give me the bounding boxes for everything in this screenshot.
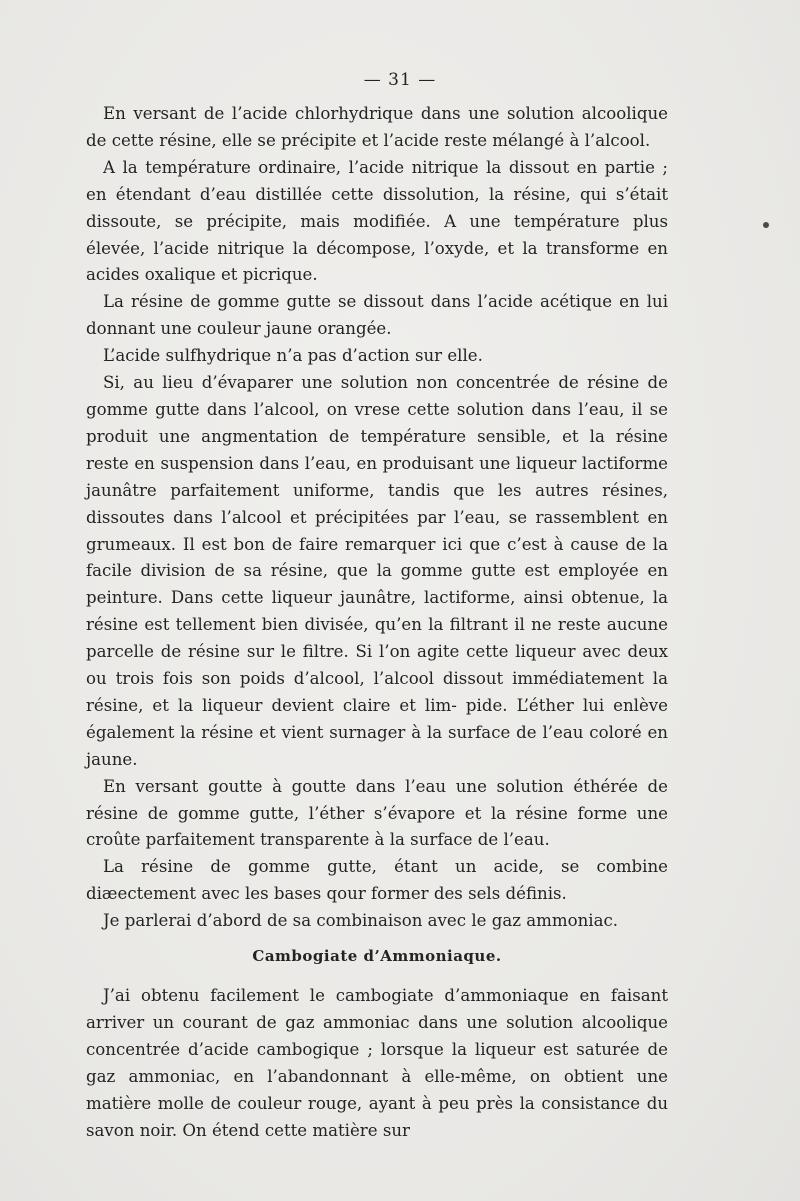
paragraph: La résine de gomme gutte, étant un acide, se combine diæectement avec les bases qour former des sels définis.	[86, 857, 668, 904]
section-heading: Cambogiate d’Ammoniaque.	[252, 947, 502, 966]
body-text	[86, 101, 668, 1144]
paragraph: En versant goutte à goutte dans l’eau une solution éthérée de résine de gomme gutte, l’éther s’évapore et la résine forme une croûte parfaitement transparente à la surface de l’eau.	[86, 776, 668, 850]
paragraph: J’ai obtenu facilement le cambogiate d’ammoniaque en faisant arriver un courant de gaz ammoniac dans une solution alcoolique concentrée d’acide cambogique ; lorsque la liqueur est saturée de gaz ammoniac, en l’abandonnant à elle-même, on obtient une matière molle de couleur rouge, ayant à peu près la consistance du savon noir. On étend cette matière sur	[86, 986, 668, 1140]
paragraph: L’acide sulfhydrique n’a pas d’action sur elle.	[103, 346, 483, 366]
paragraph: A la température ordinaire, l’acide nitrique la dissout en partie ; en étendant d’eau distillée cette dissolution, la résine, qui s’était dissoute, se précipite, mais modifiée. A une température plus élevée, l’acide nitrique la décompose, l’oxyde, et la transforme en acides oxalique et picrique.	[86, 157, 668, 285]
paragraph: Je parlerai d’abord de sa combinaison avec le gaz ammoniac.	[103, 911, 619, 931]
paragraph: En versant de l’acide chlorhydrique dans une solution alcoolique de cette résine, elle se précipite et l’acide reste mélangé à l’alcool.	[86, 104, 668, 150]
paragraph: La résine de gomme gutte se dissout dans l’acide acétique en lui donnant une couleur jaune orangée.	[86, 292, 668, 339]
paragraph: Si, au lieu d’évaparer une solution non concentrée de résine de gomme gutte dans l’alcool, on vrese cette solution dans l’eau, il se produit une angmentation de température sensible, et la résine reste en suspension dans l’eau, en produisant une liqueur lactiforme jaunâtre parfaitement uniforme, tandis que les autres résines, dissoutes dans l’alcool et précipitées par l’eau, se rassemblent en grumeaux. Il est bon de faire remarquer ici que c’est à cause de la facile division de sa résine, que la gomme gutte est employée en peinture. Dans cette liqueur jaunâtre, lactiforme, ainsi obtenue, la résine est tellement bien divisée, qu’en la filtrant il ne reste aucune parcelle de résine sur le filtre. Si l’on agite cette liqueur avec deux ou trois fois son poids d’alcool, l’alcool dissout immédiatement la résine, et la liqueur devient claire et lim- pide. L’éther lui enlève également la résine et vient surnager à la surface de l’eau coloré en jaune.	[86, 373, 668, 769]
ink-spot	[763, 222, 769, 228]
page-number: — 31 —	[363, 70, 437, 90]
